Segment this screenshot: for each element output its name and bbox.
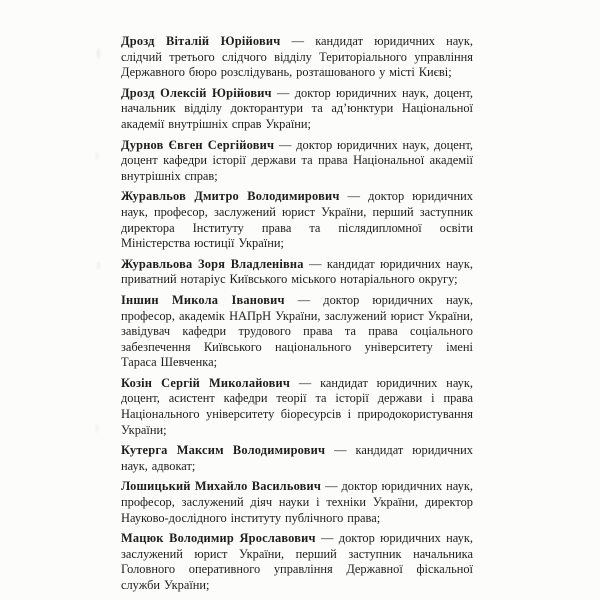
em-dash: — [298, 375, 312, 390]
person-description: доктор юридичних наук, заслужений юрист України, перший заступник начальника Головного оперативного управління Державної фіскальної служби України; [121, 531, 473, 592]
person-description: доктор юридичних наук, доцент, доцент кафедри історії держави та права Національної академії внутрішніх справ; [121, 137, 474, 183]
person-name: Козін Сергій Миколайович [121, 375, 291, 390]
scan-artifact [97, 262, 100, 269]
person-description: доктор юридичних наук, професор, академік НАПрН України, заслужений юрист України, завідувач кафедри трудового права та права соціального забезпечення Київського національного університету імені Тараса Шевченка; [121, 292, 473, 370]
scan-artifact [96, 152, 98, 160]
person-entry [121, 479, 473, 526]
person-name: Іншин Микола Іванович [121, 292, 285, 307]
person-entry [121, 443, 473, 474]
person-description: доктор юридичних наук, доцент, начальник відділу докторантури та ад’юнктури Національної академії внутрішніх справ України; [121, 85, 473, 131]
person-name: Мацюк Володимир Ярославович [121, 531, 316, 546]
person-entry [121, 257, 473, 288]
person-entry [121, 293, 473, 371]
person-description: доктор юридичних наук, професор, заслужений діяч науки і техніки України, директор Науково-дослідного інституту публічного права; [121, 479, 473, 525]
em-dash: — [334, 443, 347, 458]
person-entry [121, 189, 473, 251]
person-name: Дурнов Євген Сергійович [121, 137, 275, 152]
person-name: Кутерга Максим Володимирович [121, 443, 326, 458]
person-name: Дрозд Олексій Юрійович [121, 85, 272, 100]
scan-artifact [97, 48, 100, 59]
person-description: кандидат юридичних наук, слідчий третього слідчого відділу Територіального управління Державного бюро розслідувань, розташованого у місті Києві; [121, 34, 473, 80]
person-entry [121, 376, 473, 438]
person-description: кандидат юридичних наук, адвокат; [121, 443, 473, 473]
em-dash: — [277, 85, 290, 100]
person-description: кандидат юридичних наук, приватний нотаріус Київського міського нотаріального округу; [121, 256, 473, 287]
em-dash: — [297, 292, 311, 307]
scan-artifact [96, 424, 98, 433]
contributors-list [121, 34, 473, 599]
person-description: доктор юридичних наук, професор, заслужений юрист України, перший заступник директора Інституту права та післядипломної освіти Міністерства юстиції України; [121, 189, 473, 251]
em-dash: — [321, 531, 334, 546]
person-entry [121, 138, 473, 185]
em-dash: — [309, 256, 322, 271]
em-dash: — [278, 137, 292, 152]
person-entry [121, 34, 473, 81]
person-name: Журавльов Дмитро Володимирович [121, 189, 340, 204]
em-dash: — [291, 34, 304, 48]
person-entry [121, 86, 473, 133]
person-entry [121, 531, 473, 593]
person-name: Дрозд Віталій Юрійович [121, 34, 281, 48]
person-name: Лошицький Михайло Васильович [121, 479, 322, 494]
em-dash: — [347, 189, 361, 204]
person-name: Журавльова Зоря Владленівна [121, 256, 304, 271]
em-dash: — [325, 479, 338, 494]
person-description: кандидат юридичних наук, доцент, асистент кафедри теорії та історії держави і права Національного університету біоресурсів і природокористування України; [121, 375, 473, 437]
